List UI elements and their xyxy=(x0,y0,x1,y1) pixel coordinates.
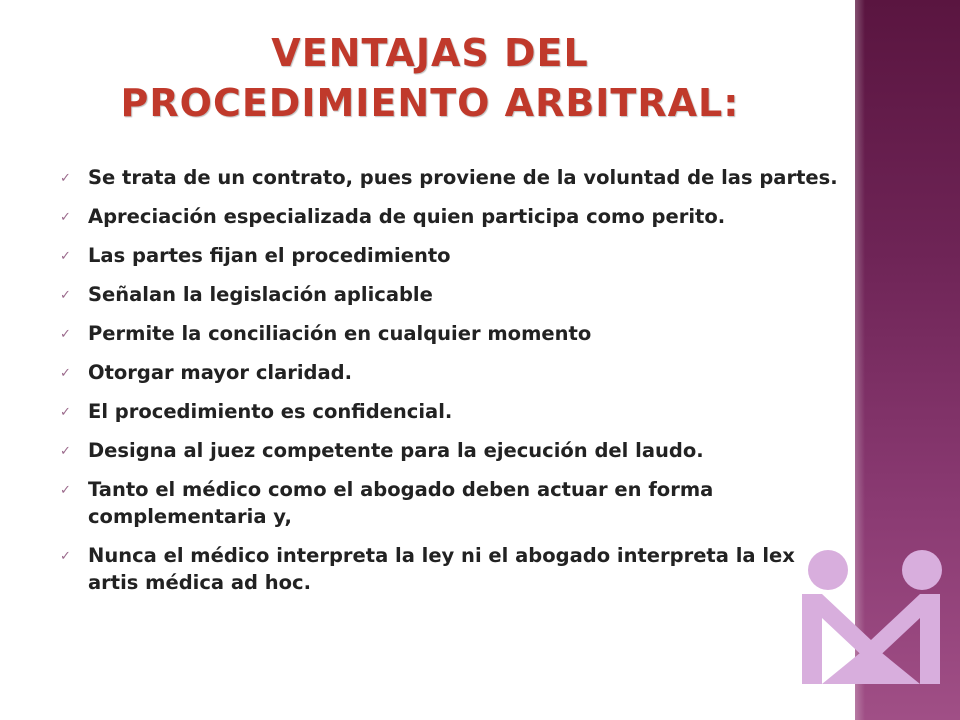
people-logo-icon xyxy=(796,548,946,688)
checkmark-icon: ✓ xyxy=(60,444,71,459)
bullet-text: Se trata de un contrato, pues proviene de la voluntad de las partes. xyxy=(88,166,838,189)
checkmark-icon: ✓ xyxy=(60,549,71,564)
checkmark-icon: ✓ xyxy=(60,171,71,186)
list-item xyxy=(58,281,848,308)
bullet-text: El procedimiento es confidencial. xyxy=(88,400,453,423)
bullet-text: Permite la conciliación en cualquier momento xyxy=(88,322,592,345)
list-item xyxy=(58,242,848,269)
bullet-list xyxy=(58,164,848,608)
list-item xyxy=(58,398,848,425)
bullet-text: Apreciación especializada de quien participa como perito. xyxy=(88,205,726,228)
checkmark-icon: ✓ xyxy=(60,483,71,498)
list-item xyxy=(58,359,848,386)
bullet-text: Nunca el médico interpreta la ley ni el abogado interpreta la lex artis médica ad hoc. xyxy=(88,544,795,594)
slide-title: VENTAJAS DEL PROCEDIMIENTO ARBITRAL: xyxy=(120,31,740,125)
list-item xyxy=(58,164,848,191)
list-item xyxy=(58,437,848,464)
checkmark-icon: ✓ xyxy=(60,327,71,342)
bullet-text: Designa al juez competente para la ejecución del laudo. xyxy=(88,439,704,462)
bullet-text: Señalan la legislación aplicable xyxy=(88,283,433,306)
checkmark-icon: ✓ xyxy=(60,249,71,264)
checkmark-icon: ✓ xyxy=(60,405,71,420)
checkmark-icon: ✓ xyxy=(60,210,71,225)
list-item xyxy=(58,476,848,530)
list-item xyxy=(58,203,848,230)
bullet-text: Otorgar mayor claridad. xyxy=(88,361,353,384)
bullet-text: Tanto el médico como el abogado deben actuar en forma complementaria y, xyxy=(88,478,714,528)
list-item xyxy=(58,320,848,347)
checkmark-icon: ✓ xyxy=(60,288,71,303)
bullet-text: Las partes fijan el procedimiento xyxy=(88,244,451,267)
checkmark-icon: ✓ xyxy=(60,366,71,381)
list-item xyxy=(58,542,848,596)
